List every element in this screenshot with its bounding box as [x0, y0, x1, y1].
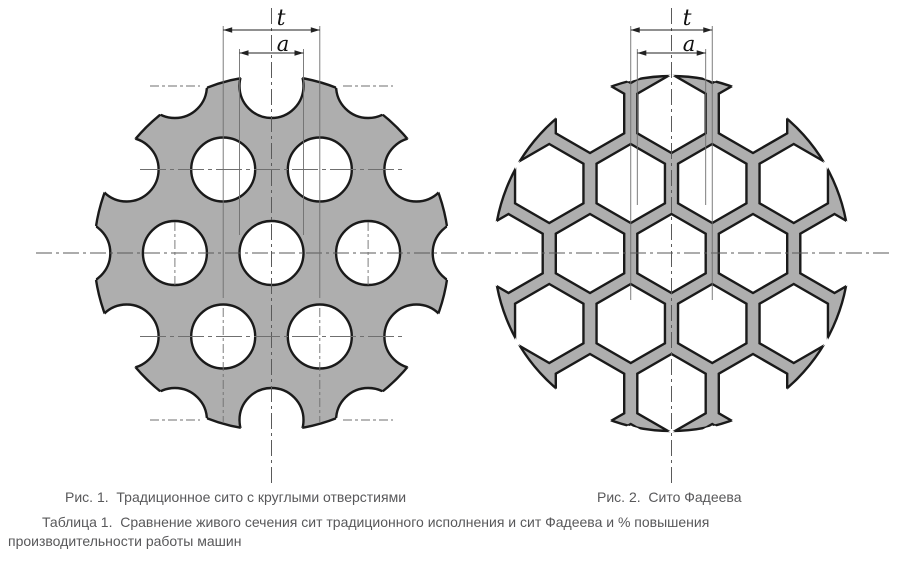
dimension-label-a-fig1: a — [276, 32, 290, 56]
arrow-icon — [697, 50, 706, 56]
fig2-caption: Рис. 2. Сито Фадеева — [597, 489, 742, 505]
arrow-icon — [311, 27, 320, 33]
fig1-caption: Рис. 1. Традиционное сито с круглыми отверстиями — [65, 489, 407, 505]
arrow-icon — [295, 50, 304, 56]
dimensions — [223, 6, 712, 56]
dimension-lines — [223, 30, 712, 53]
arrow-icon — [223, 27, 232, 33]
arrow-icon — [703, 27, 712, 33]
table-caption: Таблица 1. Сравнение живого сечения сит традиционного исполнения и сит Фадеева и % повышения производительности работы машин — [8, 514, 714, 549]
dimension-label-a-fig2: a — [682, 32, 696, 56]
arrow-icon — [637, 50, 646, 56]
dimension-label-t-fig2: t — [682, 6, 692, 31]
dimension-label-t-fig1: t — [276, 6, 286, 31]
arrow-icon — [240, 50, 249, 56]
arrow-icon — [631, 27, 640, 33]
dimension-arrows — [223, 27, 712, 56]
